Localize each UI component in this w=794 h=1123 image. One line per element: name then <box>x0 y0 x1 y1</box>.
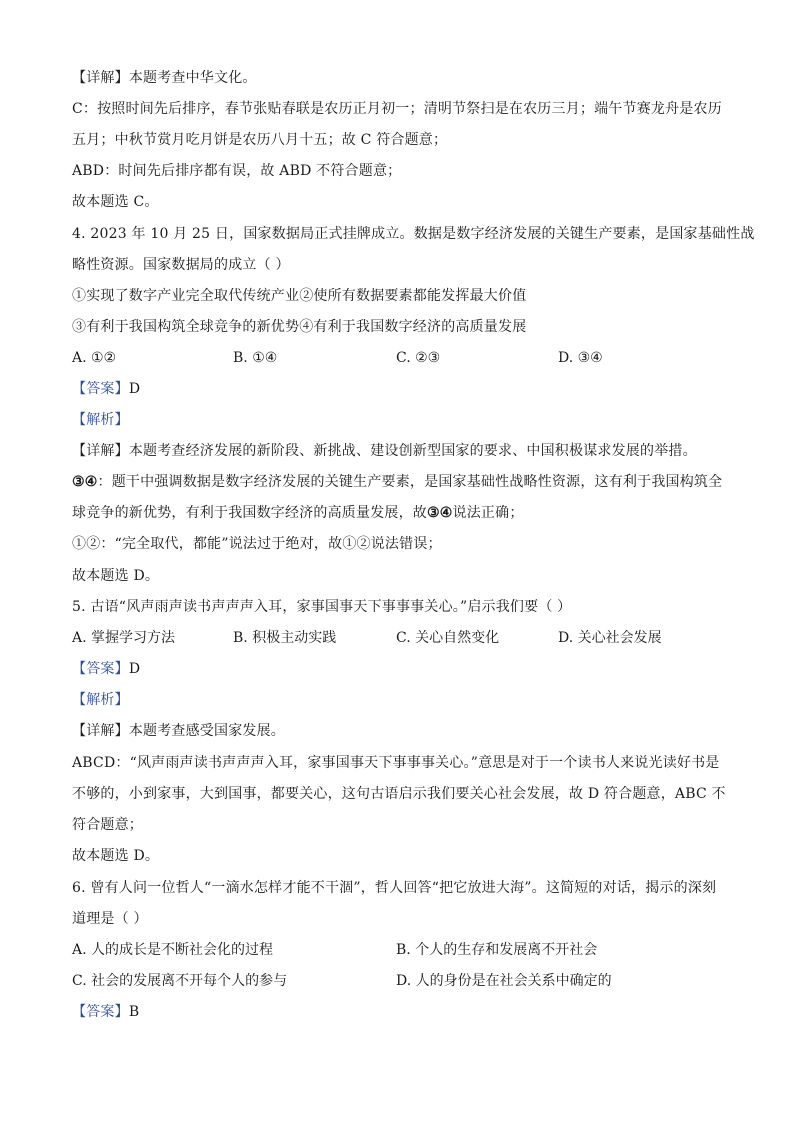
analysis-tag: 【解析】 <box>72 692 129 708</box>
q4-reason-12: ①②：“完全取代，都能”说法过于绝对，故①②说法错误； <box>72 536 442 552</box>
q4-conclusion: 故本题选 D。 <box>72 568 160 584</box>
q4-statements-line-1: ①实现了数字产业完全取代传统产业②使所有数据要素都能发挥最大价值 <box>72 288 527 304</box>
q4-reason-34-line-1 <box>72 472 732 492</box>
q4-reason-34-line-2 <box>72 503 732 523</box>
q4-options <box>72 348 732 368</box>
q4-detail-line <box>72 441 732 461</box>
detail-tag: 【详解】 <box>72 723 129 739</box>
q5-option-a: A. 掌握学习方法 <box>72 630 176 646</box>
analysis-tag: 【解析】 <box>72 412 129 428</box>
answer-value: B <box>128 1004 140 1020</box>
q3-c-line-2: 五月；中秋节赏月吃月饼是农历八月十五；故 C 符合题意； <box>72 132 448 148</box>
q6-stem-line-1: 6. 曾有人问一位哲人“一滴水怎样才能不干涸”，哲人回答“把它放进大海”。这简短的对话，揭示的深刻 <box>72 880 717 896</box>
answer-value: D <box>128 661 141 677</box>
q6-answer-line <box>72 1002 732 1022</box>
q5-detail-line <box>72 721 732 741</box>
q4-option-b: B. ①④ <box>233 350 278 366</box>
q5-explanation-line-1: ABCD：“风声雨声读书声声声入耳，家事国事天下事事事关心。”意思是对于一个读书人来说光读好书是 <box>72 755 720 771</box>
q3-conclusion: 故本题选 C。 <box>72 194 159 210</box>
answer-tag: 【答案】 <box>72 381 129 397</box>
reason-text: ：题干中强调数据是数字经济发展的关键生产要素，是国家基础性战略性资源，这有利于我国构筑全 <box>97 474 723 490</box>
q3-c-line-1: C：按照时间先后排序，春节张贴春联是农历正月初一；清明节祭扫是在农历三月；端午节赛龙舟是农历 <box>72 101 722 117</box>
q5-stem: 5. 古语“风声雨声读书声声声入耳，家事国事天下事事事关心。”启示我们要（ ） <box>72 599 572 615</box>
q5-option-c: C. 关心自然变化 <box>396 630 500 646</box>
detail-text: 本题考查经济发展的新阶段、新挑战、建设创新型国家的要求、中国积极谋求发展的举措。 <box>128 443 697 459</box>
q5-answer-line <box>72 659 732 679</box>
q6-option-b: B. 个人的生存和发展离不开社会 <box>396 942 598 958</box>
q4-stem-line-2: 略性资源。国家数据局的成立（ ） <box>72 257 290 273</box>
detail-text: 本题考查中华文化。 <box>128 70 257 86</box>
q6-option-d: D. 人的身份是在社会关系中确定的 <box>396 973 612 989</box>
q5-options <box>72 628 732 648</box>
answer-value: D <box>128 381 141 397</box>
statement-ref: ③④ <box>427 505 453 521</box>
detail-tag: 【详解】 <box>72 443 129 459</box>
answer-tag: 【答案】 <box>72 1004 129 1020</box>
q4-option-d: D. ③④ <box>558 350 603 366</box>
q5-conclusion: 故本题选 D。 <box>72 848 160 864</box>
q4-stem-line-1: 4. 2023 年 10 月 25 日，国家数据局正式挂牌成立。数据是数字经济发展的关键生产要素，是国家基础性战 <box>72 226 755 242</box>
statement-ref: ③④ <box>72 474 98 490</box>
q6-option-a: A. 人的成长是不断社会化的过程 <box>72 942 274 958</box>
q4-option-a: A. ①② <box>72 350 117 366</box>
q4-statements-line-2: ③有利于我国构筑全球竞争的新优势④有利于我国数字经济的高质量发展 <box>72 319 527 335</box>
q6-options-row-2 <box>72 971 732 991</box>
q4-option-c: C. ②③ <box>396 350 441 366</box>
q3-abd-line: ABD：时间先后排序都有误，故 ABD 不符合题意； <box>72 163 402 179</box>
q6-options-row-1 <box>72 940 732 960</box>
q5-analysis-line <box>72 690 732 710</box>
q4-analysis-line <box>72 410 732 430</box>
reason-text: 球竞争的新优势，有利于我国数字经济的高质量发展，故 <box>72 505 427 521</box>
answer-tag: 【答案】 <box>72 661 129 677</box>
q5-option-b: B. 积极主动实践 <box>233 630 337 646</box>
q5-explanation-line-2: 不够的，小到家事，大到国事，都要关心，这句古语启示我们要关心社会发展，故 D 符合题意，ABC 不 <box>72 786 726 802</box>
q5-option-d: D. 关心社会发展 <box>558 630 662 646</box>
q6-stem-line-2: 道理是（ ） <box>72 911 148 927</box>
q4-answer-line <box>72 379 732 399</box>
reason-text: 说法正确； <box>452 505 524 521</box>
q6-option-c: C. 社会的发展离不开每个人的参与 <box>72 973 288 989</box>
q5-explanation-line-3: 符合题意； <box>72 817 143 833</box>
detail-tag: 【详解】 <box>72 70 129 86</box>
q3-detail-line <box>72 68 732 88</box>
detail-text: 本题考查感受国家发展。 <box>128 723 286 739</box>
